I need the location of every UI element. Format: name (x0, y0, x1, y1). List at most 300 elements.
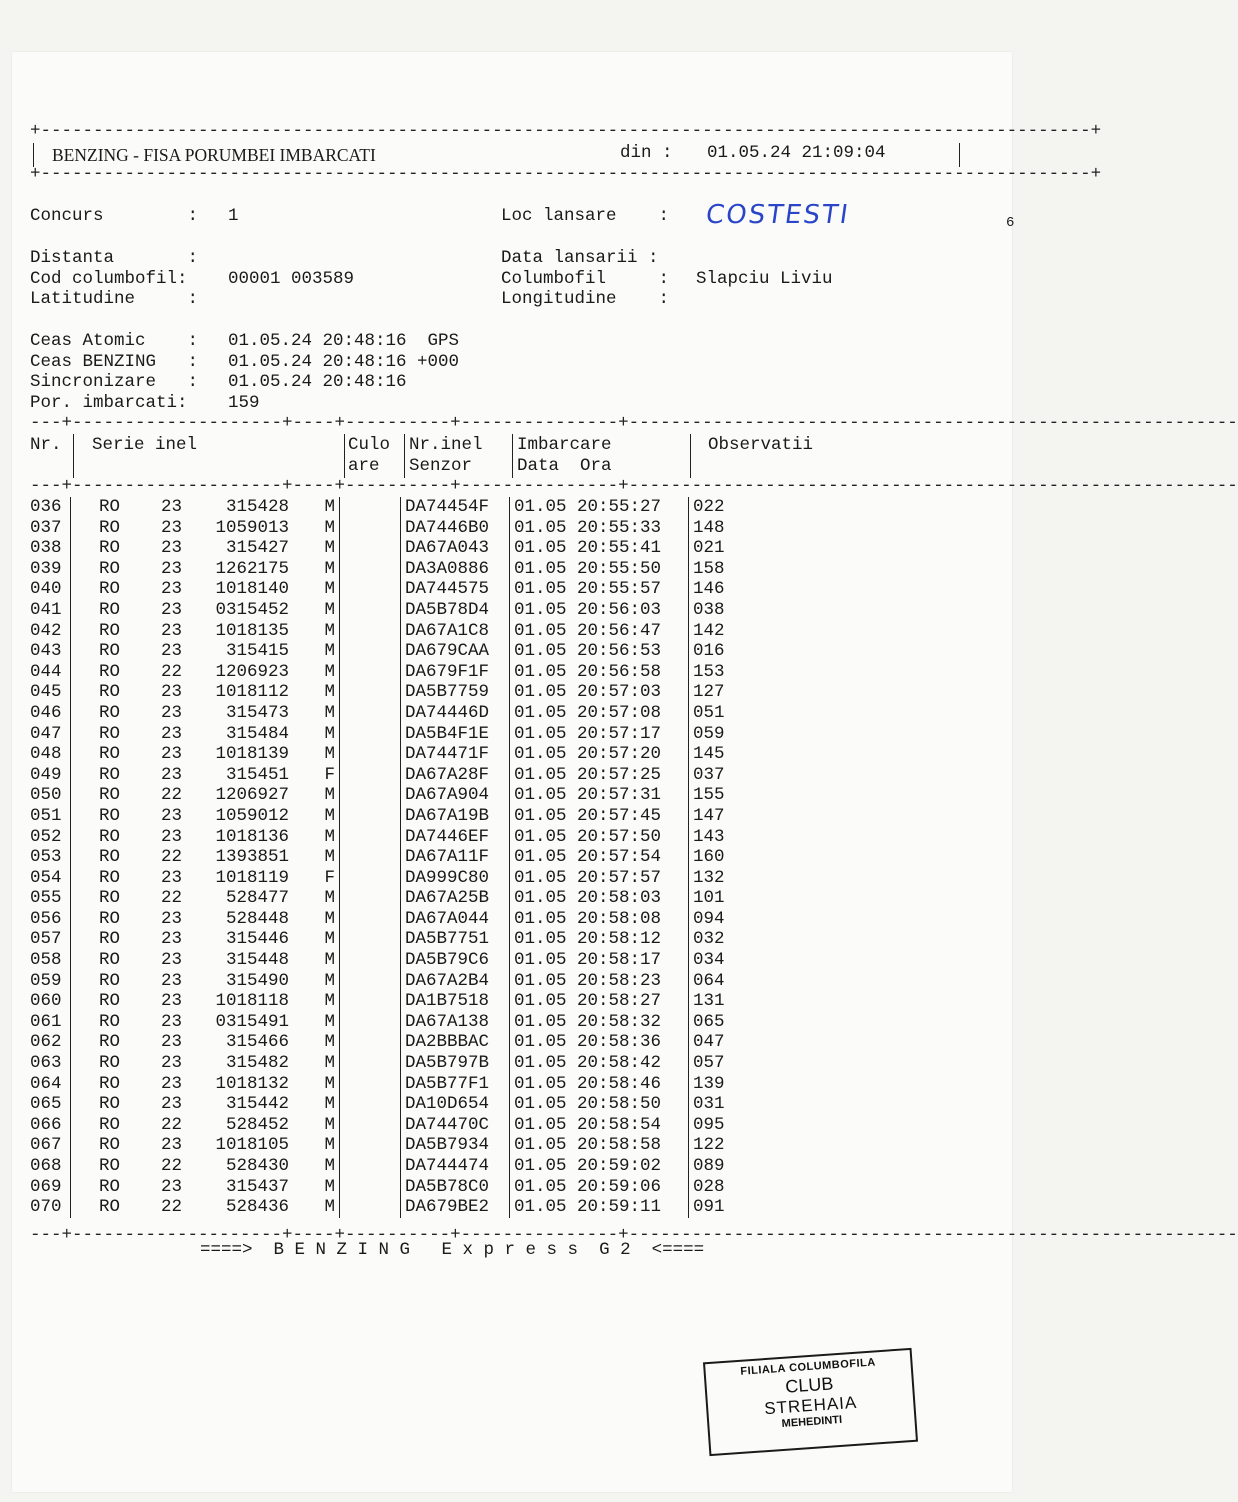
ring-year: 23 (161, 867, 183, 888)
ring-country: RO (99, 1135, 121, 1156)
sex: M (324, 497, 335, 517)
imbarcare-time: 20:59:06 (577, 1176, 662, 1197)
cell-observatii: 131 (689, 991, 754, 1012)
sex: M (324, 826, 335, 847)
data-lansarii-label: Data lansarii : (501, 248, 659, 268)
cod-label: Cod columbofil: (30, 269, 188, 289)
cell-nr: 052 (30, 826, 62, 847)
table-row (30, 497, 753, 518)
ring-country: RO (99, 661, 121, 682)
table-row (30, 827, 753, 848)
cell-nr: 061 (30, 1011, 62, 1032)
table-row (30, 641, 753, 662)
cell-imbarcare (510, 971, 689, 992)
cell-nr: 041 (30, 599, 62, 620)
footer-benzing-express: ====> B E N Z I N G E x p r e s s G 2 <==== (200, 1240, 705, 1260)
ring-country: RO (99, 682, 121, 703)
cell-culoare (340, 888, 401, 909)
cell-observatii: 147 (689, 806, 754, 827)
cell-culoare (340, 1177, 401, 1198)
cell-imbarcare (510, 600, 689, 621)
cell-culoare (340, 600, 401, 621)
cell-senzor: DA67A28F (401, 765, 510, 786)
sex: M (324, 805, 335, 826)
cell-culoare (340, 1135, 401, 1156)
ring-number: 1018132 (215, 1073, 289, 1094)
imbarcare-time: 20:57:25 (577, 764, 662, 785)
cell-culoare (340, 1074, 401, 1095)
cell-imbarcare (510, 744, 689, 765)
cell-nr: 047 (30, 723, 62, 744)
ring-number: 315442 (225, 1094, 289, 1115)
imbarcare-date: 01.05 (514, 517, 567, 538)
imbarcare-time: 20:58:23 (577, 970, 662, 991)
cell-serie-inel (71, 682, 340, 703)
ring-number: 1018105 (215, 1135, 289, 1156)
sincronizare-value: 01.05.24 20:48:16 (228, 372, 407, 392)
din-value: 01.05.24 21:09:04 (707, 143, 886, 163)
sincronizare-label: Sincronizare : (30, 372, 199, 392)
ring-year: 23 (161, 764, 183, 785)
sex: M (324, 929, 335, 950)
cell-senzor: DA5B797B (401, 1053, 510, 1074)
sex: M (324, 1135, 335, 1156)
cell-observatii: 057 (689, 1053, 754, 1074)
cell-nr: 062 (30, 1032, 62, 1053)
imbarcare-date: 01.05 (514, 826, 567, 847)
cell-imbarcare (510, 1012, 689, 1033)
cell-serie-inel (71, 785, 340, 806)
stamp-line-2: CLUB (784, 1373, 834, 1397)
ring-country: RO (99, 991, 121, 1012)
ring-year: 23 (161, 1073, 183, 1094)
cell-nr: 060 (30, 991, 62, 1012)
cell-imbarcare (510, 1177, 689, 1198)
cell-nr: 036 (30, 497, 62, 517)
cell-nr: 039 (30, 558, 62, 579)
cell-senzor: DA5B78C0 (401, 1177, 510, 1198)
imbarcare-time: 20:55:50 (577, 558, 662, 579)
sex: M (324, 970, 335, 991)
table-top-border: ---+--------------------+----+----------+---------------+---------------------------------------------------------- (30, 413, 1238, 433)
cell-serie-inel (71, 929, 340, 950)
club-stamp (703, 1348, 918, 1456)
imbarcare-time: 20:57:17 (577, 723, 662, 744)
columbofil-value: Slapciu Liviu (696, 269, 833, 289)
ring-year: 23 (161, 1094, 183, 1115)
ring-year: 22 (161, 847, 183, 868)
cell-observatii: 038 (689, 600, 754, 621)
ring-number: 528430 (225, 1156, 289, 1176)
cell-culoare (340, 1094, 401, 1115)
imbarcare-time: 20:56:03 (577, 599, 662, 620)
ring-country: RO (99, 538, 121, 559)
ring-year: 23 (161, 620, 183, 641)
cell-nr: 044 (30, 661, 62, 682)
ring-number: 1018119 (215, 867, 289, 888)
ring-country: RO (99, 1032, 121, 1053)
imbarcare-time: 20:57:20 (577, 744, 662, 765)
imbarcare-date: 01.05 (514, 805, 567, 826)
cell-imbarcare (510, 559, 689, 580)
cell-observatii: 059 (689, 724, 754, 745)
cell-observatii: 095 (689, 1115, 754, 1136)
imbarcare-time: 20:57:57 (577, 867, 662, 888)
cell-senzor: DA2BBBAC (401, 1032, 510, 1053)
cell-serie-inel (71, 1135, 340, 1156)
cell-senzor: DA3A0886 (401, 559, 510, 580)
imbarcare-date: 01.05 (514, 744, 567, 765)
ring-number: 315428 (225, 497, 289, 517)
cell-nr: 065 (30, 1094, 62, 1115)
imbarcare-time: 20:55:41 (577, 538, 662, 559)
cell-culoare (340, 950, 401, 971)
cell-culoare (340, 518, 401, 539)
cell-nr: 050 (30, 785, 62, 806)
ring-number: 1206927 (215, 785, 289, 806)
imbarcare-date: 01.05 (514, 1156, 567, 1176)
ring-year: 23 (161, 744, 183, 765)
cell-observatii: 094 (689, 909, 754, 930)
cod-value: 00001 003589 (228, 269, 355, 289)
cell-serie-inel (71, 1177, 340, 1198)
cell-imbarcare (510, 497, 689, 518)
sex: M (324, 599, 335, 620)
ring-number: 528452 (225, 1114, 289, 1135)
sex: M (324, 1114, 335, 1135)
imbarcare-date: 01.05 (514, 1176, 567, 1197)
ring-number: 1018112 (215, 682, 289, 703)
sex: M (324, 558, 335, 579)
ring-country: RO (99, 970, 121, 991)
ring-year: 23 (161, 950, 183, 971)
cell-imbarcare (510, 1115, 689, 1136)
imbarcare-date: 01.05 (514, 1011, 567, 1032)
table-row (30, 909, 753, 930)
sex: F (324, 764, 335, 785)
cell-observatii: 143 (689, 827, 754, 848)
imbarcare-time: 20:57:54 (577, 847, 662, 868)
ring-year: 23 (161, 1053, 183, 1074)
table-row (30, 559, 753, 580)
ring-country: RO (99, 1094, 121, 1115)
ring-number: 315446 (225, 929, 289, 950)
ring-number: 1393851 (215, 847, 289, 868)
latitudine-label: Latitudine : (30, 289, 199, 309)
col-culoare-header-1: Culo (348, 435, 391, 455)
imbarcare-date: 01.05 (514, 847, 567, 868)
ring-country: RO (99, 1197, 121, 1218)
cell-observatii: 031 (689, 1094, 754, 1115)
ring-country: RO (99, 929, 121, 950)
cell-serie-inel (71, 559, 340, 580)
cell-nr: 046 (30, 702, 62, 723)
cell-imbarcare (510, 579, 689, 600)
imbarcare-time: 20:56:53 (577, 641, 662, 662)
ring-number: 315484 (225, 723, 289, 744)
cell-senzor: DA679BE2 (401, 1197, 510, 1218)
cell-serie-inel (71, 971, 340, 992)
imbarcare-time: 20:57:31 (577, 785, 662, 806)
cell-culoare (340, 909, 401, 930)
table-header-border: ---+--------------------+----+----------+---------------+---------------------------------------------------------- (30, 476, 1238, 496)
imbarcare-time: 20:57:50 (577, 826, 662, 847)
cell-serie-inel (71, 909, 340, 930)
ring-number: 1018140 (215, 579, 289, 600)
cell-senzor: DA1B7518 (401, 991, 510, 1012)
cell-imbarcare (510, 806, 689, 827)
ring-country: RO (99, 497, 121, 517)
imbarcare-date: 01.05 (514, 1073, 567, 1094)
imbarcare-date: 01.05 (514, 1197, 567, 1218)
cell-culoare (340, 497, 401, 518)
cell-senzor: DA5B4F1E (401, 724, 510, 745)
cell-nr: 049 (30, 764, 62, 785)
ceas-benzing-label: Ceas BENZING : (30, 352, 199, 372)
sex: M (324, 744, 335, 765)
cell-observatii: 127 (689, 682, 754, 703)
sex: M (324, 641, 335, 662)
cell-observatii: 034 (689, 950, 754, 971)
ring-country: RO (99, 826, 121, 847)
ring-number: 1206923 (215, 661, 289, 682)
cell-observatii: 016 (689, 641, 754, 662)
cell-nr: 069 (30, 1176, 62, 1197)
sex: M (324, 888, 335, 909)
table-row (30, 950, 753, 971)
cell-serie-inel (71, 806, 340, 827)
ring-year: 23 (161, 805, 183, 826)
imbarcare-time: 20:58:50 (577, 1094, 662, 1115)
col-imbarcare-header-1: Imbarcare (517, 435, 612, 455)
cell-culoare (340, 1032, 401, 1053)
table-row (30, 847, 753, 868)
porumbei-imbarcati-value: 159 (228, 393, 260, 413)
cell-senzor: DA10D654 (401, 1094, 510, 1115)
cell-senzor: DA67A138 (401, 1012, 510, 1033)
ring-year: 22 (161, 888, 183, 909)
ring-number: 315437 (225, 1176, 289, 1197)
ring-number: 1018118 (215, 991, 289, 1012)
ceas-atomic-value: 01.05.24 20:48:16 GPS (228, 331, 460, 351)
ring-year: 23 (161, 1135, 183, 1156)
cell-nr: 051 (30, 805, 62, 826)
cell-senzor: DA5B77F1 (401, 1074, 510, 1095)
col-inel-header-2: Senzor (409, 456, 473, 476)
imbarcare-time: 20:56:47 (577, 620, 662, 641)
ring-year: 23 (161, 970, 183, 991)
loc-lansare-label: Loc lansare : (501, 206, 670, 226)
col-inel-header-1: Nr.inel (409, 435, 483, 455)
imbarcare-date: 01.05 (514, 702, 567, 723)
stamp-line-3: STREHAIA (763, 1392, 858, 1419)
sex: F (324, 867, 335, 888)
cell-senzor: DA67A19B (401, 806, 510, 827)
imbarcare-date: 01.05 (514, 929, 567, 950)
imbarcare-time: 20:59:02 (577, 1156, 662, 1176)
ring-year: 23 (161, 908, 183, 929)
cell-serie-inel (71, 1115, 340, 1136)
cell-culoare (340, 662, 401, 683)
cell-observatii: 148 (689, 518, 754, 539)
ring-country: RO (99, 867, 121, 888)
ring-number: 315448 (225, 950, 289, 971)
table-row (30, 765, 753, 786)
ring-number: 1018139 (215, 744, 289, 765)
cell-observatii: 145 (689, 744, 754, 765)
cell-senzor: DA74454F (401, 497, 510, 518)
sex: M (324, 1073, 335, 1094)
cell-imbarcare (510, 765, 689, 786)
cell-observatii: 047 (689, 1032, 754, 1053)
cell-imbarcare (510, 827, 689, 848)
cell-serie-inel (71, 1197, 340, 1218)
table-row (30, 1074, 753, 1095)
cell-serie-inel (71, 765, 340, 786)
cell-senzor: DA67A25B (401, 888, 510, 909)
ring-year: 22 (161, 1114, 183, 1135)
din-label: din : (620, 143, 673, 163)
cell-observatii: 139 (689, 1074, 754, 1095)
cell-culoare (340, 1115, 401, 1136)
cell-nr: 059 (30, 970, 62, 991)
imbarcare-time: 20:58:17 (577, 950, 662, 971)
cell-senzor: DA5B7751 (401, 929, 510, 950)
cell-serie-inel (71, 703, 340, 724)
table-row (30, 785, 753, 806)
imbarcare-time: 20:58:27 (577, 991, 662, 1012)
cell-culoare (340, 559, 401, 580)
ring-year: 23 (161, 826, 183, 847)
table-row (30, 538, 753, 559)
cell-culoare (340, 827, 401, 848)
cell-imbarcare (510, 991, 689, 1012)
cell-observatii: 037 (689, 765, 754, 786)
cell-nr: 048 (30, 744, 62, 765)
document-title: BENZING - FISA PORUMBEI IMBARCATI (52, 145, 376, 165)
concurs-value: 1 (228, 206, 239, 226)
concurs-label: Concurs : (30, 206, 199, 226)
table-row (30, 703, 753, 724)
imbarcare-date: 01.05 (514, 888, 567, 909)
cell-culoare (340, 991, 401, 1012)
cell-imbarcare (510, 950, 689, 971)
sex: M (324, 517, 335, 538)
table-row (30, 621, 753, 642)
distanta-label: Distanta : (30, 248, 199, 268)
imbarcare-date: 01.05 (514, 1094, 567, 1115)
ring-country: RO (99, 620, 121, 641)
sex: M (324, 682, 335, 703)
imbarcare-time: 20:58:03 (577, 888, 662, 909)
ring-year: 23 (161, 517, 183, 538)
stamp-line-1: FILIALA COLUMBOFILA (740, 1356, 877, 1378)
cell-nr: 068 (30, 1156, 62, 1176)
imbarcare-date: 01.05 (514, 723, 567, 744)
cell-nr: 045 (30, 682, 62, 703)
cell-culoare (340, 703, 401, 724)
ring-number: 528448 (225, 908, 289, 929)
imbarcare-time: 20:57:03 (577, 682, 662, 703)
ring-year: 22 (161, 661, 183, 682)
sex: M (324, 950, 335, 971)
cell-senzor: DA67A1C8 (401, 621, 510, 642)
cell-imbarcare (510, 1032, 689, 1053)
ring-country: RO (99, 1073, 121, 1094)
cell-observatii: 021 (689, 538, 754, 559)
cell-serie-inel (71, 518, 340, 539)
cell-imbarcare (510, 724, 689, 745)
cell-senzor: DA5B7759 (401, 682, 510, 703)
cell-observatii: 022 (689, 497, 754, 518)
ring-country: RO (99, 702, 121, 723)
cell-observatii: 146 (689, 579, 754, 600)
cell-serie-inel (71, 1053, 340, 1074)
cell-serie-inel (71, 1094, 340, 1115)
ring-country: RO (99, 1011, 121, 1032)
cell-imbarcare (510, 1197, 689, 1218)
cell-observatii: 155 (689, 785, 754, 806)
ring-year: 23 (161, 682, 183, 703)
ring-country: RO (99, 950, 121, 971)
porumbei-imbarcati-label: Por. imbarcati: (30, 393, 188, 413)
cell-culoare (340, 868, 401, 889)
ring-year: 23 (161, 641, 183, 662)
imbarcare-time: 20:56:58 (577, 661, 662, 682)
imbarcare-date: 01.05 (514, 538, 567, 559)
sex: M (324, 579, 335, 600)
cell-senzor: DA679CAA (401, 641, 510, 662)
cell-nr: 042 (30, 620, 62, 641)
cell-nr: 057 (30, 929, 62, 950)
cell-serie-inel (71, 621, 340, 642)
table-row (30, 1053, 753, 1074)
imbarcare-time: 20:58:46 (577, 1073, 662, 1094)
cell-imbarcare (510, 1094, 689, 1115)
cell-serie-inel (71, 888, 340, 909)
table-row (30, 991, 753, 1012)
col-observatii-header: Observatii (708, 435, 814, 455)
table-row (30, 1177, 753, 1198)
cell-culoare (340, 621, 401, 642)
columbofil-label: Columbofil : (501, 269, 670, 289)
ring-number: 315473 (225, 702, 289, 723)
cell-imbarcare (510, 1053, 689, 1074)
ring-country: RO (99, 805, 121, 826)
ring-country: RO (99, 888, 121, 909)
cell-senzor: DA7446B0 (401, 518, 510, 539)
cell-serie-inel (71, 868, 340, 889)
ring-country: RO (99, 723, 121, 744)
cell-senzor: DA5B79C6 (401, 950, 510, 971)
header-bottom-border: +----------------------------------------------------------------------------------------------------+ (30, 164, 1102, 184)
cell-serie-inel (71, 662, 340, 683)
imbarcare-time: 20:58:32 (577, 1011, 662, 1032)
imbarcare-date: 01.05 (514, 661, 567, 682)
imbarcare-time: 20:55:27 (577, 497, 662, 517)
cell-imbarcare (510, 888, 689, 909)
cell-serie-inel (71, 950, 340, 971)
col-serie-header: Serie inel (92, 435, 198, 455)
cell-nr: 070 (30, 1197, 62, 1218)
cell-serie-inel (71, 1156, 340, 1177)
cell-observatii: 051 (689, 703, 754, 724)
cell-imbarcare (510, 868, 689, 889)
cell-observatii: 032 (689, 929, 754, 950)
table-row (30, 971, 753, 992)
cell-culoare (340, 806, 401, 827)
imbarcare-date: 01.05 (514, 558, 567, 579)
